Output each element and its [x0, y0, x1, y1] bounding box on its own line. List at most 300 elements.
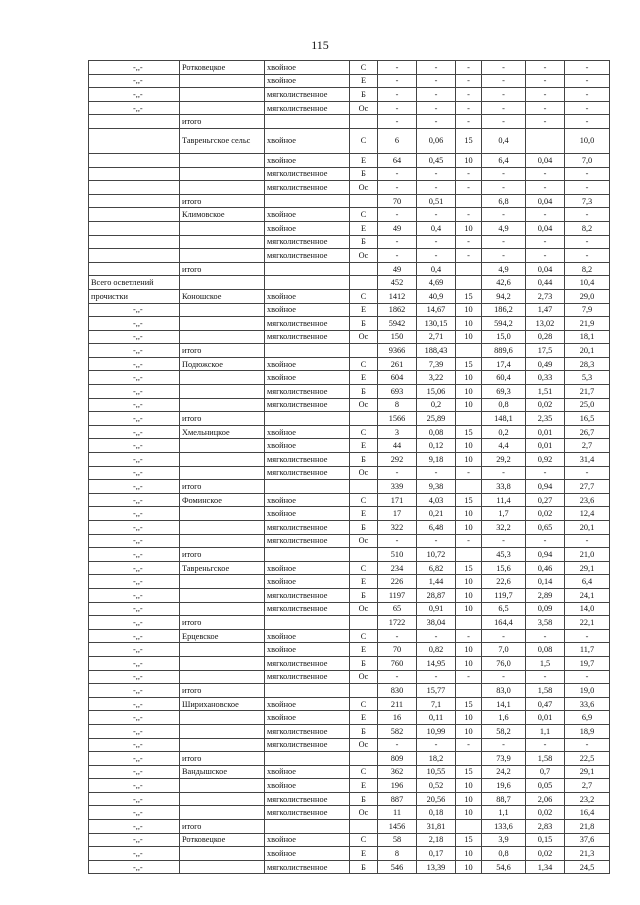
species-code-cell: Б [350, 385, 378, 399]
value-cell-4: - [482, 101, 526, 115]
value-cell-4: 33,8 [482, 480, 526, 494]
value-cell-3: 10 [456, 779, 482, 793]
farm-type-cell [265, 616, 350, 630]
value-cell-1: - [378, 101, 417, 115]
value-cell-6: 21,0 [565, 548, 610, 562]
section-label-cell: -,,- [89, 588, 180, 602]
section-label-cell: -,,- [89, 779, 180, 793]
section-label-cell: -,,- [89, 656, 180, 670]
value-cell-4: 73,9 [482, 752, 526, 766]
farm-type-cell [265, 344, 350, 358]
value-cell-5: 0,01 [526, 425, 565, 439]
table-row [89, 289, 610, 303]
value-cell-5: 0,04 [526, 221, 565, 235]
value-cell-4: 0,2 [482, 425, 526, 439]
forestry-cell: Коношское [180, 289, 265, 303]
value-cell-6: - [565, 534, 610, 548]
value-cell-5: - [526, 629, 565, 643]
value-cell-5: - [526, 88, 565, 102]
value-cell-1: - [378, 466, 417, 480]
farm-type-cell: хвойное [265, 61, 350, 75]
forestry-cell [180, 602, 265, 616]
table-row [89, 738, 610, 752]
value-cell-4: 889,6 [482, 344, 526, 358]
forestry-cell [180, 439, 265, 453]
value-cell-6: 24,5 [565, 860, 610, 874]
value-cell-6: 8,2 [565, 221, 610, 235]
value-cell-6: 29,0 [565, 289, 610, 303]
value-cell-3: 10 [456, 371, 482, 385]
value-cell-5: - [526, 101, 565, 115]
value-cell-2: 9,18 [417, 453, 456, 467]
farm-type-cell [265, 684, 350, 698]
value-cell-1: 693 [378, 385, 417, 399]
farm-type-cell: хвойное [265, 153, 350, 167]
value-cell-3: 10 [456, 711, 482, 725]
value-cell-1: - [378, 181, 417, 195]
value-cell-3: 10 [456, 847, 482, 861]
section-label-cell: -,,- [89, 792, 180, 806]
forestry-cell: Вандышское [180, 765, 265, 779]
value-cell-6: 31,4 [565, 453, 610, 467]
value-cell-3: 10 [456, 792, 482, 806]
value-cell-1: 49 [378, 262, 417, 276]
species-code-cell: Б [350, 235, 378, 249]
section-label-cell: -,,- [89, 439, 180, 453]
value-cell-4: 14,1 [482, 697, 526, 711]
value-cell-1: 11 [378, 806, 417, 820]
table-row [89, 115, 610, 129]
forestry-cell: Ротковецкое [180, 833, 265, 847]
species-code-cell: Б [350, 167, 378, 181]
farm-type-cell: хвойное [265, 561, 350, 575]
value-cell-6: 19,0 [565, 684, 610, 698]
farm-type-cell: мягколиственное [265, 656, 350, 670]
forestry-cell: итого [180, 820, 265, 834]
section-label-cell: -,,- [89, 711, 180, 725]
species-code-cell: Б [350, 88, 378, 102]
forestry-cell [180, 167, 265, 181]
value-cell-3: - [456, 181, 482, 195]
value-cell-2: 0,4 [417, 262, 456, 276]
farm-type-cell [265, 276, 350, 290]
forestry-cell [180, 181, 265, 195]
value-cell-3: - [456, 534, 482, 548]
value-cell-5: 13,02 [526, 317, 565, 331]
forestry-cell: итого [180, 752, 265, 766]
forestry-cell [180, 860, 265, 874]
value-cell-2: 0,08 [417, 425, 456, 439]
value-cell-1: 70 [378, 643, 417, 657]
table-row [89, 765, 610, 779]
section-label-cell: -,,- [89, 317, 180, 331]
value-cell-1: 70 [378, 194, 417, 208]
value-cell-3 [456, 480, 482, 494]
value-cell-4: 4,9 [482, 221, 526, 235]
forestry-cell: Хмельницкое [180, 425, 265, 439]
value-cell-5: 0,02 [526, 398, 565, 412]
forestry-cell [180, 235, 265, 249]
value-cell-5: - [526, 466, 565, 480]
table-row [89, 74, 610, 88]
value-cell-6: 27,7 [565, 480, 610, 494]
farm-type-cell: мягколиственное [265, 670, 350, 684]
value-cell-6: 22,1 [565, 616, 610, 630]
value-cell-6: - [565, 88, 610, 102]
value-cell-3: 10 [456, 602, 482, 616]
value-cell-5: 0,47 [526, 697, 565, 711]
value-cell-4: 1,7 [482, 507, 526, 521]
value-cell-6: - [565, 738, 610, 752]
forestry-cell: Тавреньгское [180, 561, 265, 575]
farm-type-cell: хвойное [265, 371, 350, 385]
value-cell-2: 7,39 [417, 357, 456, 371]
farm-type-cell: мягколиственное [265, 398, 350, 412]
value-cell-2: 0,4 [417, 221, 456, 235]
section-label-cell: -,,- [89, 385, 180, 399]
value-cell-4: 54,6 [482, 860, 526, 874]
value-cell-3: - [456, 208, 482, 222]
farm-type-cell: мягколиственное [265, 330, 350, 344]
value-cell-5: 2,73 [526, 289, 565, 303]
value-cell-2: 0,51 [417, 194, 456, 208]
value-cell-1: - [378, 235, 417, 249]
value-cell-6: 37,6 [565, 833, 610, 847]
value-cell-4: 4,9 [482, 262, 526, 276]
table-row [89, 181, 610, 195]
value-cell-1: 887 [378, 792, 417, 806]
species-code-cell: Е [350, 439, 378, 453]
species-code-cell: С [350, 208, 378, 222]
section-label-cell: -,,- [89, 670, 180, 684]
species-code-cell: С [350, 425, 378, 439]
value-cell-3: 10 [456, 656, 482, 670]
value-cell-2: - [417, 629, 456, 643]
table-row [89, 643, 610, 657]
value-cell-4: 11,4 [482, 493, 526, 507]
value-cell-3: 10 [456, 439, 482, 453]
value-cell-3: 15 [456, 128, 482, 153]
farm-type-cell: мягколиственное [265, 167, 350, 181]
value-cell-5: 0,49 [526, 357, 565, 371]
value-cell-3: 10 [456, 303, 482, 317]
table-row [89, 167, 610, 181]
farm-type-cell: хвойное [265, 779, 350, 793]
species-code-cell: Б [350, 453, 378, 467]
species-code-cell: С [350, 765, 378, 779]
farm-type-cell: хвойное [265, 303, 350, 317]
farm-type-cell: хвойное [265, 575, 350, 589]
farm-type-cell [265, 115, 350, 129]
value-cell-3: 15 [456, 425, 482, 439]
value-cell-1: - [378, 629, 417, 643]
section-label-cell: -,,- [89, 398, 180, 412]
value-cell-1: 150 [378, 330, 417, 344]
value-cell-5: 0,08 [526, 643, 565, 657]
value-cell-3: 10 [456, 643, 482, 657]
value-cell-3 [456, 684, 482, 698]
value-cell-1: - [378, 61, 417, 75]
forestry-cell [180, 330, 265, 344]
value-cell-5: 0,28 [526, 330, 565, 344]
section-label-cell: -,,- [89, 738, 180, 752]
table-row [89, 153, 610, 167]
value-cell-4: 119,7 [482, 588, 526, 602]
farm-type-cell: мягколиственное [265, 101, 350, 115]
species-code-cell [350, 194, 378, 208]
value-cell-5: - [526, 534, 565, 548]
forestry-cell [180, 711, 265, 725]
forestry-cell [180, 534, 265, 548]
forestry-cell [180, 276, 265, 290]
value-cell-2: 0,45 [417, 153, 456, 167]
section-label-cell: -,,- [89, 684, 180, 698]
value-cell-4: 88,7 [482, 792, 526, 806]
value-cell-2: - [417, 738, 456, 752]
value-cell-3: 10 [456, 453, 482, 467]
value-cell-1: 546 [378, 860, 417, 874]
value-cell-1: - [378, 208, 417, 222]
value-cell-2: 0,82 [417, 643, 456, 657]
value-cell-3: 10 [456, 860, 482, 874]
forestry-cell: Подюжское [180, 357, 265, 371]
value-cell-6: 16,5 [565, 412, 610, 426]
forestry-cell [180, 806, 265, 820]
value-cell-3: - [456, 101, 482, 115]
section-label-cell [89, 221, 180, 235]
farm-type-cell: мягколиственное [265, 88, 350, 102]
value-cell-3: 10 [456, 806, 482, 820]
table-row [89, 697, 610, 711]
table-row [89, 276, 610, 290]
value-cell-1: - [378, 115, 417, 129]
species-code-cell: С [350, 833, 378, 847]
value-cell-6: 2,7 [565, 779, 610, 793]
value-cell-2: 13,39 [417, 860, 456, 874]
value-cell-1: 8 [378, 847, 417, 861]
section-label-cell: прочистки [89, 289, 180, 303]
section-label-cell: -,,- [89, 344, 180, 358]
value-cell-6: 16,4 [565, 806, 610, 820]
value-cell-3: - [456, 738, 482, 752]
value-cell-2: 0,2 [417, 398, 456, 412]
value-cell-2: 0,91 [417, 602, 456, 616]
value-cell-2: - [417, 249, 456, 263]
farm-type-cell [265, 194, 350, 208]
section-label-cell: -,,- [89, 602, 180, 616]
section-label-cell: Всего осветлений [89, 276, 180, 290]
farm-type-cell: мягколиственное [265, 724, 350, 738]
value-cell-1: 3 [378, 425, 417, 439]
forestry-cell [180, 588, 265, 602]
value-cell-2: - [417, 670, 456, 684]
species-code-cell: С [350, 357, 378, 371]
value-cell-5: 0,15 [526, 833, 565, 847]
value-cell-2: - [417, 235, 456, 249]
forestry-cell [180, 507, 265, 521]
value-cell-2: 130,15 [417, 317, 456, 331]
value-cell-3 [456, 344, 482, 358]
value-cell-3: 15 [456, 833, 482, 847]
value-cell-1: 6 [378, 128, 417, 153]
value-cell-4: - [482, 88, 526, 102]
value-cell-3: 15 [456, 493, 482, 507]
section-label-cell: -,,- [89, 101, 180, 115]
value-cell-1: - [378, 249, 417, 263]
section-label-cell: -,,- [89, 88, 180, 102]
forestry-cell: итого [180, 412, 265, 426]
value-cell-2: 0,12 [417, 439, 456, 453]
section-label-cell [89, 167, 180, 181]
species-code-cell: Ос [350, 806, 378, 820]
species-code-cell [350, 684, 378, 698]
forestry-cell [180, 153, 265, 167]
species-code-cell [350, 752, 378, 766]
value-cell-5: 0,94 [526, 480, 565, 494]
value-cell-1: 5942 [378, 317, 417, 331]
farm-type-cell [265, 480, 350, 494]
table-row [89, 194, 610, 208]
value-cell-4: 133,6 [482, 820, 526, 834]
species-code-cell [350, 548, 378, 562]
value-cell-5: 2,06 [526, 792, 565, 806]
species-code-cell [350, 412, 378, 426]
value-cell-1: - [378, 670, 417, 684]
farm-type-cell [265, 752, 350, 766]
value-cell-4: 24,2 [482, 765, 526, 779]
value-cell-2: 25,89 [417, 412, 456, 426]
value-cell-2: - [417, 466, 456, 480]
forestry-cell [180, 575, 265, 589]
value-cell-1: - [378, 167, 417, 181]
value-cell-4: 7,0 [482, 643, 526, 657]
value-cell-2: 4,03 [417, 493, 456, 507]
value-cell-2: 0,18 [417, 806, 456, 820]
value-cell-2: 40,9 [417, 289, 456, 303]
forestry-cell: итого [180, 548, 265, 562]
value-cell-2: 6,82 [417, 561, 456, 575]
table-row [89, 711, 610, 725]
value-cell-4: 32,2 [482, 521, 526, 535]
value-cell-6: - [565, 115, 610, 129]
table-row [89, 344, 610, 358]
farm-type-cell: мягколиственное [265, 806, 350, 820]
value-cell-5: 1,58 [526, 752, 565, 766]
value-cell-5: - [526, 670, 565, 684]
table-row [89, 330, 610, 344]
value-cell-6: 7,0 [565, 153, 610, 167]
forestry-cell [180, 371, 265, 385]
species-code-cell [350, 820, 378, 834]
table-row [89, 371, 610, 385]
forestry-cell [180, 847, 265, 861]
farm-type-cell: мягколиственное [265, 521, 350, 535]
value-cell-6: - [565, 74, 610, 88]
value-cell-4: - [482, 208, 526, 222]
section-label-cell: -,,- [89, 629, 180, 643]
value-cell-3 [456, 276, 482, 290]
species-code-cell: Ос [350, 534, 378, 548]
value-cell-2: - [417, 534, 456, 548]
value-cell-1: 1456 [378, 820, 417, 834]
value-cell-1: - [378, 738, 417, 752]
table-row [89, 575, 610, 589]
value-cell-4: - [482, 738, 526, 752]
species-code-cell: Е [350, 711, 378, 725]
value-cell-2: - [417, 61, 456, 75]
value-cell-3: - [456, 61, 482, 75]
section-label-cell [89, 181, 180, 195]
value-cell-2: 3,22 [417, 371, 456, 385]
value-cell-4: 4,4 [482, 439, 526, 453]
value-cell-1: 809 [378, 752, 417, 766]
value-cell-3: 10 [456, 398, 482, 412]
section-label-cell: -,,- [89, 724, 180, 738]
value-cell-4: 148,1 [482, 412, 526, 426]
value-cell-4: 76,0 [482, 656, 526, 670]
table-row [89, 507, 610, 521]
forestry-cell: Ерцевское [180, 629, 265, 643]
value-cell-5: 0,27 [526, 493, 565, 507]
forestry-cell: итого [180, 684, 265, 698]
value-cell-3: - [456, 629, 482, 643]
value-cell-3: 15 [456, 289, 482, 303]
forestry-cell: Фоминское [180, 493, 265, 507]
value-cell-3: 10 [456, 575, 482, 589]
table-row [89, 357, 610, 371]
forestry-cell [180, 221, 265, 235]
value-cell-5: 1,1 [526, 724, 565, 738]
farm-type-cell: хвойное [265, 833, 350, 847]
farm-type-cell: хвойное [265, 697, 350, 711]
value-cell-5: 0,46 [526, 561, 565, 575]
value-cell-5: - [526, 115, 565, 129]
value-cell-6: 21,8 [565, 820, 610, 834]
value-cell-3: 10 [456, 221, 482, 235]
value-cell-5 [526, 128, 565, 153]
table-row [89, 561, 610, 575]
value-cell-6: 12,4 [565, 507, 610, 521]
value-cell-5: 0,05 [526, 779, 565, 793]
forestry-cell: Климовское [180, 208, 265, 222]
section-label-cell [89, 194, 180, 208]
value-cell-5: 1,5 [526, 656, 565, 670]
value-cell-2: 14,67 [417, 303, 456, 317]
section-label-cell: -,,- [89, 371, 180, 385]
species-code-cell: С [350, 697, 378, 711]
value-cell-4: - [482, 167, 526, 181]
farm-type-cell: хвойное [265, 643, 350, 657]
table-body [89, 61, 610, 874]
value-cell-5: 0,44 [526, 276, 565, 290]
value-cell-5: 2,35 [526, 412, 565, 426]
value-cell-3: 15 [456, 765, 482, 779]
section-label-cell: -,,- [89, 74, 180, 88]
value-cell-4: 3,9 [482, 833, 526, 847]
forestry-cell [180, 670, 265, 684]
species-code-cell: Е [350, 847, 378, 861]
farm-type-cell [265, 412, 350, 426]
value-cell-2: - [417, 115, 456, 129]
species-code-cell: Ос [350, 466, 378, 480]
value-cell-4: 594,2 [482, 317, 526, 331]
value-cell-4: 6,5 [482, 602, 526, 616]
value-cell-5: 2,83 [526, 820, 565, 834]
table-row [89, 779, 610, 793]
farm-type-cell: хвойное [265, 629, 350, 643]
table-row [89, 466, 610, 480]
table-row [89, 656, 610, 670]
